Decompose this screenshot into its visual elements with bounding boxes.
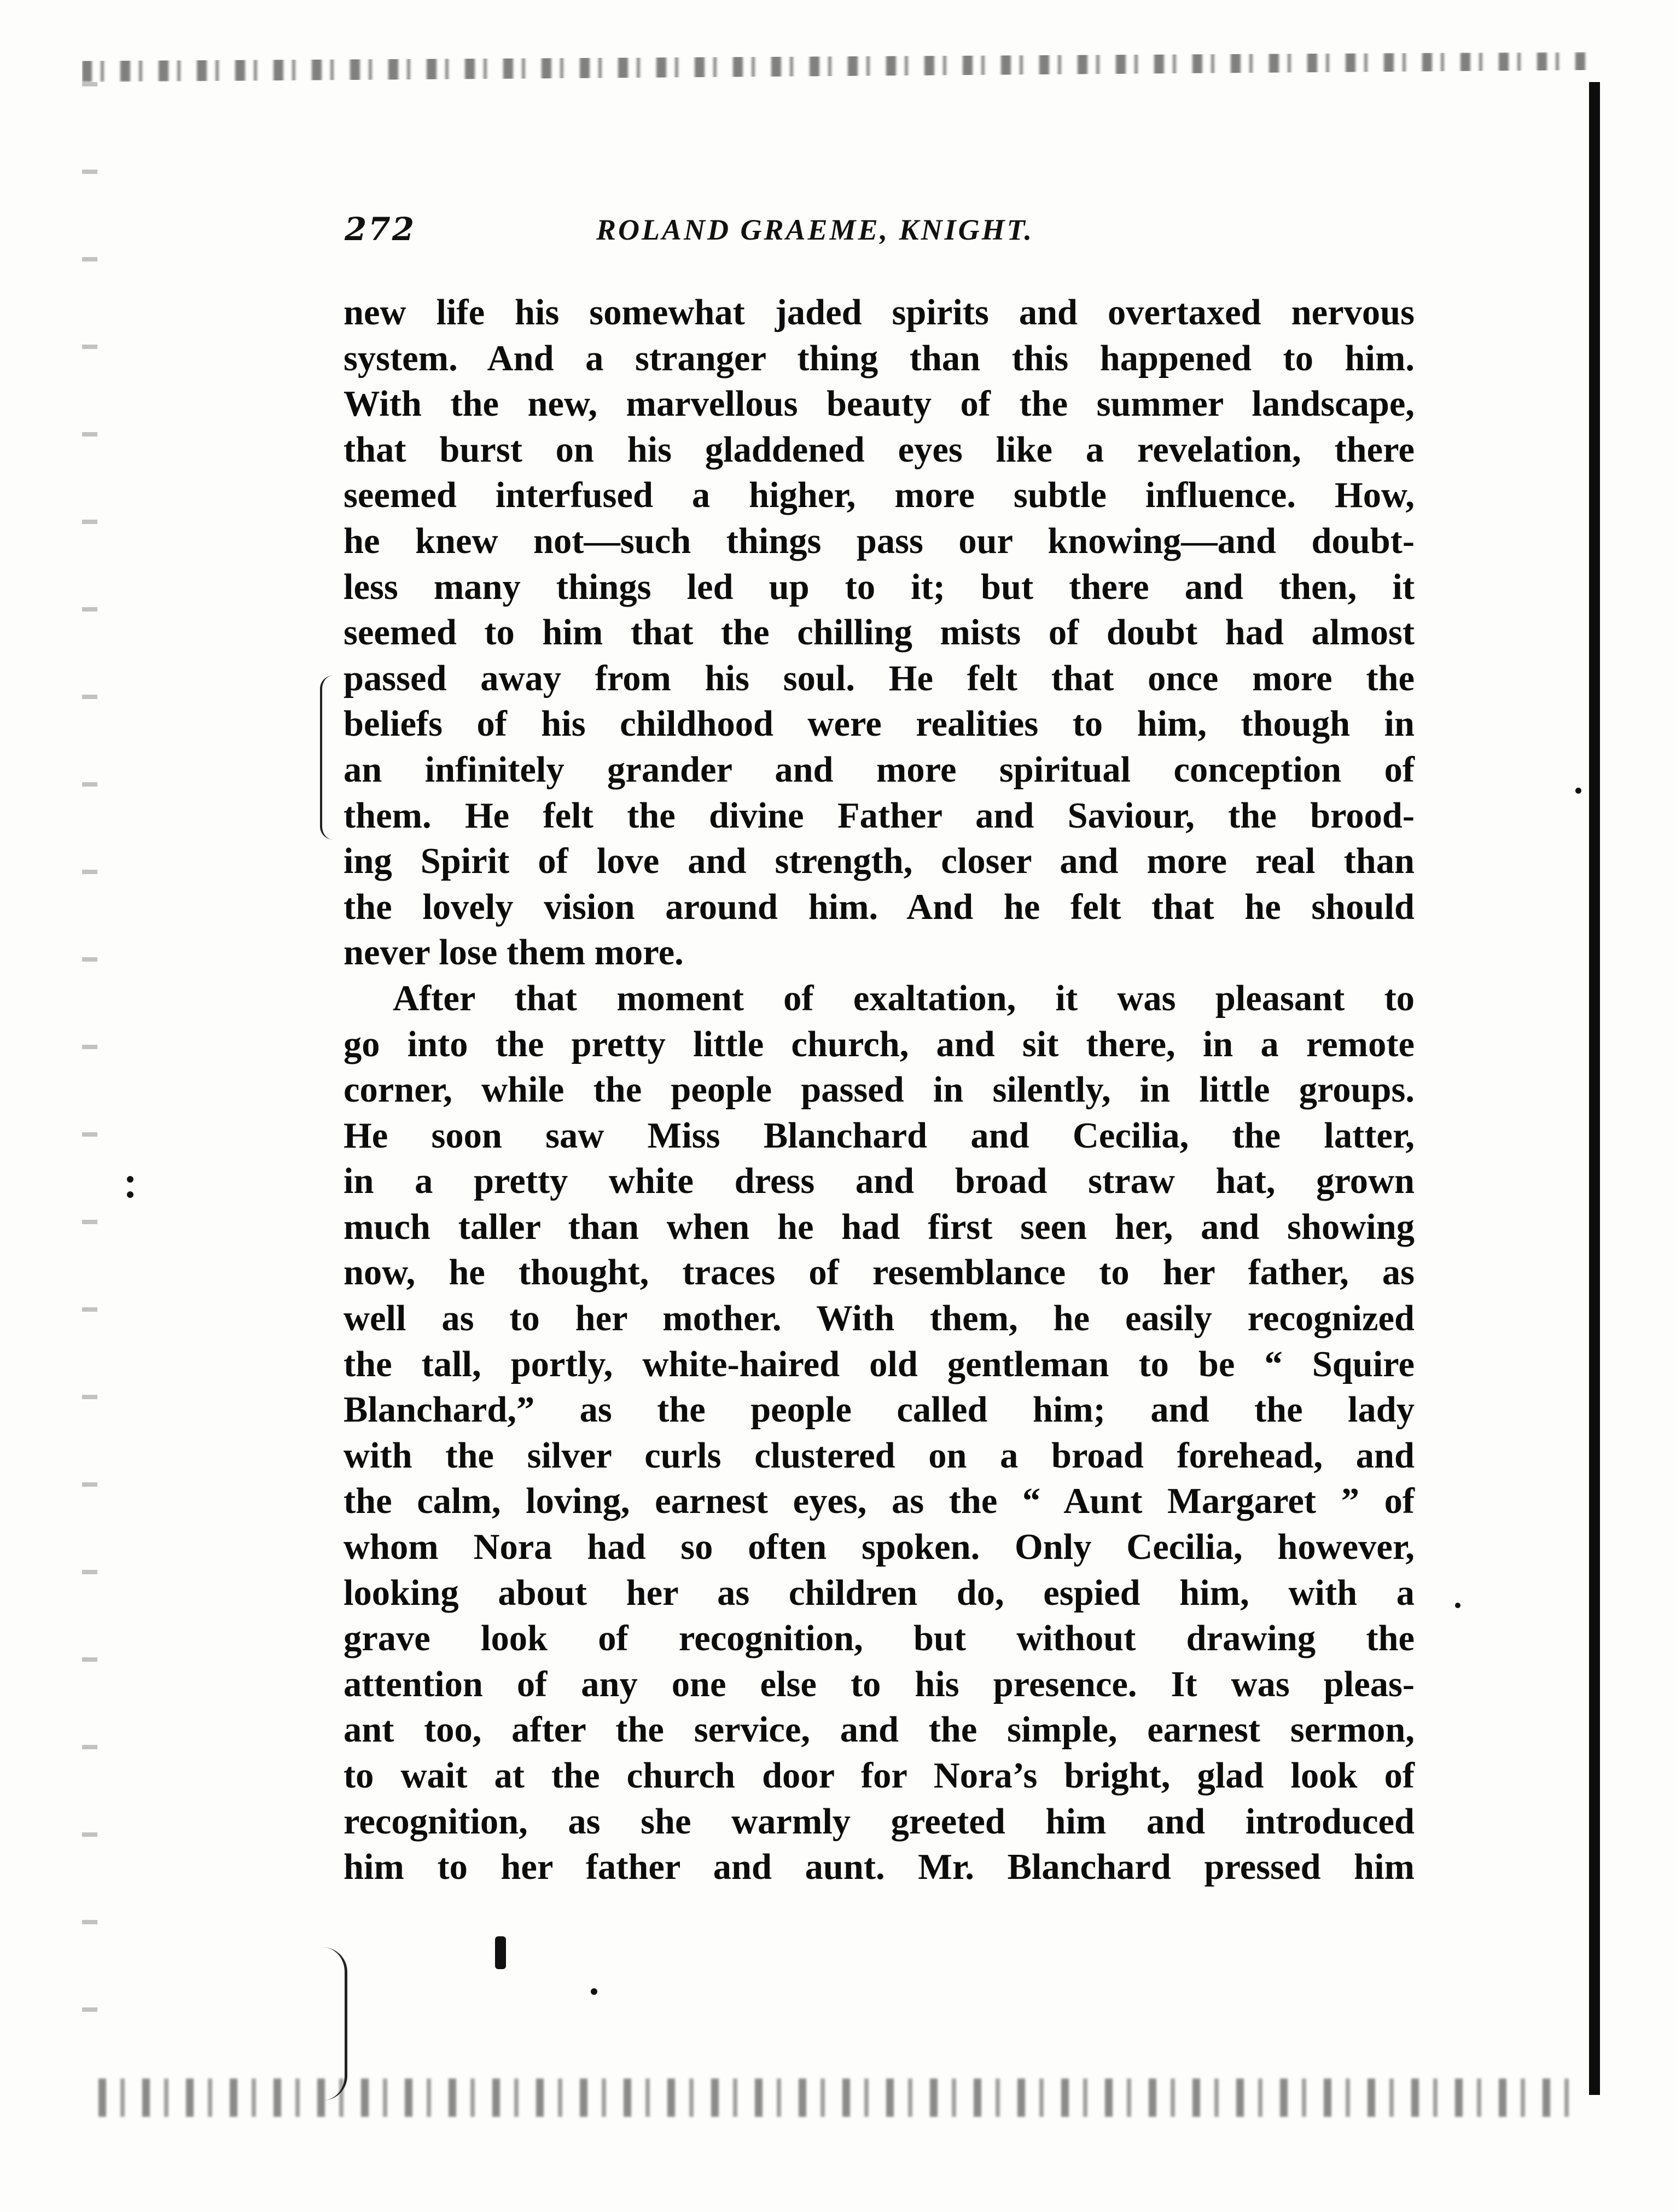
bottom-pencil-mark bbox=[323, 1947, 347, 2100]
text-line: he knew not—such things pass our knowing—and doubt- bbox=[344, 521, 1415, 561]
text-line: well as to her mother. With them, he easily recognized bbox=[344, 1299, 1415, 1339]
scan-speck bbox=[591, 1988, 597, 1995]
text-line: looking about her as children do, espied him, with a bbox=[344, 1573, 1415, 1613]
text-line: the lovely vision around him. And he felt that he should bbox=[344, 887, 1415, 927]
text-line: an infinitely grander and more spiritual conception of bbox=[344, 749, 1415, 790]
text-line: to wait at the church door for Nora’s bright, glad look of bbox=[344, 1756, 1415, 1796]
text-line: recognition, as she warmly greeted him and introduced bbox=[344, 1801, 1415, 1842]
text-line: seemed to him that the chilling mists of doubt had almost bbox=[344, 613, 1415, 653]
text-line: never lose them more. bbox=[344, 933, 684, 973]
paragraph-2 bbox=[344, 976, 1415, 1890]
text-line: with the silver curls clustered on a broad forehead, and bbox=[344, 1435, 1415, 1476]
text-line: attention of any one else to his presence. It was pleas- bbox=[344, 1664, 1415, 1704]
scan-speck bbox=[1575, 788, 1581, 794]
text-line: beliefs of his childhood were realities to him, though in bbox=[344, 704, 1415, 744]
paragraph-1 bbox=[344, 290, 1415, 976]
text-line: much taller than when he had first seen her, and showing bbox=[344, 1207, 1415, 1247]
text-line: new life his somewhat jaded spirits and overtaxed nervous bbox=[344, 293, 1415, 333]
text-line: ant too, after the service, and the simple, earnest sermon, bbox=[344, 1710, 1415, 1750]
scan-edge-bottom bbox=[98, 2079, 1586, 2117]
text-line: less many things led up to it; but there and then, it bbox=[344, 567, 1415, 607]
text-line: now, he thought, traces of resemblance to her father, as bbox=[344, 1253, 1415, 1293]
text-line: Blanchard,” as the people called him; and the lady bbox=[344, 1390, 1415, 1430]
text-line: corner, while the people passed in silently, in little groups. bbox=[344, 1070, 1415, 1110]
scan-speck bbox=[1455, 1603, 1460, 1608]
text-line: them. He felt the divine Father and Saviour, the brood- bbox=[344, 795, 1415, 836]
scan-speck bbox=[127, 1191, 133, 1198]
scan-edge-left bbox=[82, 82, 97, 2051]
text-line: go into the pretty little church, and sit there, in a remote bbox=[344, 1024, 1415, 1064]
text-line: that burst on his gladdened eyes like a revelation, there bbox=[344, 429, 1415, 470]
body-text bbox=[344, 290, 1415, 1890]
text-line: After that moment of exaltation, it was pleasant to bbox=[393, 978, 1415, 1018]
text-line: ing Spirit of love and strength, closer and more real than bbox=[344, 841, 1415, 882]
text-line: He soon saw Miss Blanchard and Cecilia, the latter, bbox=[344, 1115, 1415, 1156]
margin-pencil-mark bbox=[320, 676, 333, 840]
text-line: passed away from his soul. He felt that once more the bbox=[344, 658, 1415, 698]
text-line: With the new, marvellous beauty of the summer landscape, bbox=[344, 384, 1415, 424]
text-line: whom Nora had so often spoken. Only Cecilia, however, bbox=[344, 1527, 1415, 1568]
text-line: the calm, loving, earnest eyes, as the “ Aunt Margaret ” of bbox=[344, 1481, 1415, 1522]
scan-edge-top bbox=[82, 52, 1592, 82]
scan-speck bbox=[495, 1936, 506, 1969]
text-line: in a pretty white dress and broad straw hat, grown bbox=[344, 1161, 1415, 1202]
text-line: the tall, portly, white-haired old gentleman to be “ Squire bbox=[344, 1344, 1415, 1384]
page-number: 272 bbox=[345, 211, 416, 248]
text-line: system. And a stranger thing than this happened to him. bbox=[344, 338, 1415, 379]
text-line: seemed interfused a higher, more subtle influence. How, bbox=[344, 475, 1415, 516]
running-header bbox=[345, 211, 1231, 260]
text-line: him to her father and aunt. Mr. Blanchard pressed him bbox=[344, 1847, 1415, 1888]
scan-speck bbox=[127, 1176, 133, 1183]
text-line: grave look of recognition, but without drawing the bbox=[344, 1619, 1415, 1659]
scan-edge-right bbox=[1589, 82, 1600, 2095]
running-title: ROLAND GRAEME, KNIGHT. bbox=[596, 213, 1034, 246]
